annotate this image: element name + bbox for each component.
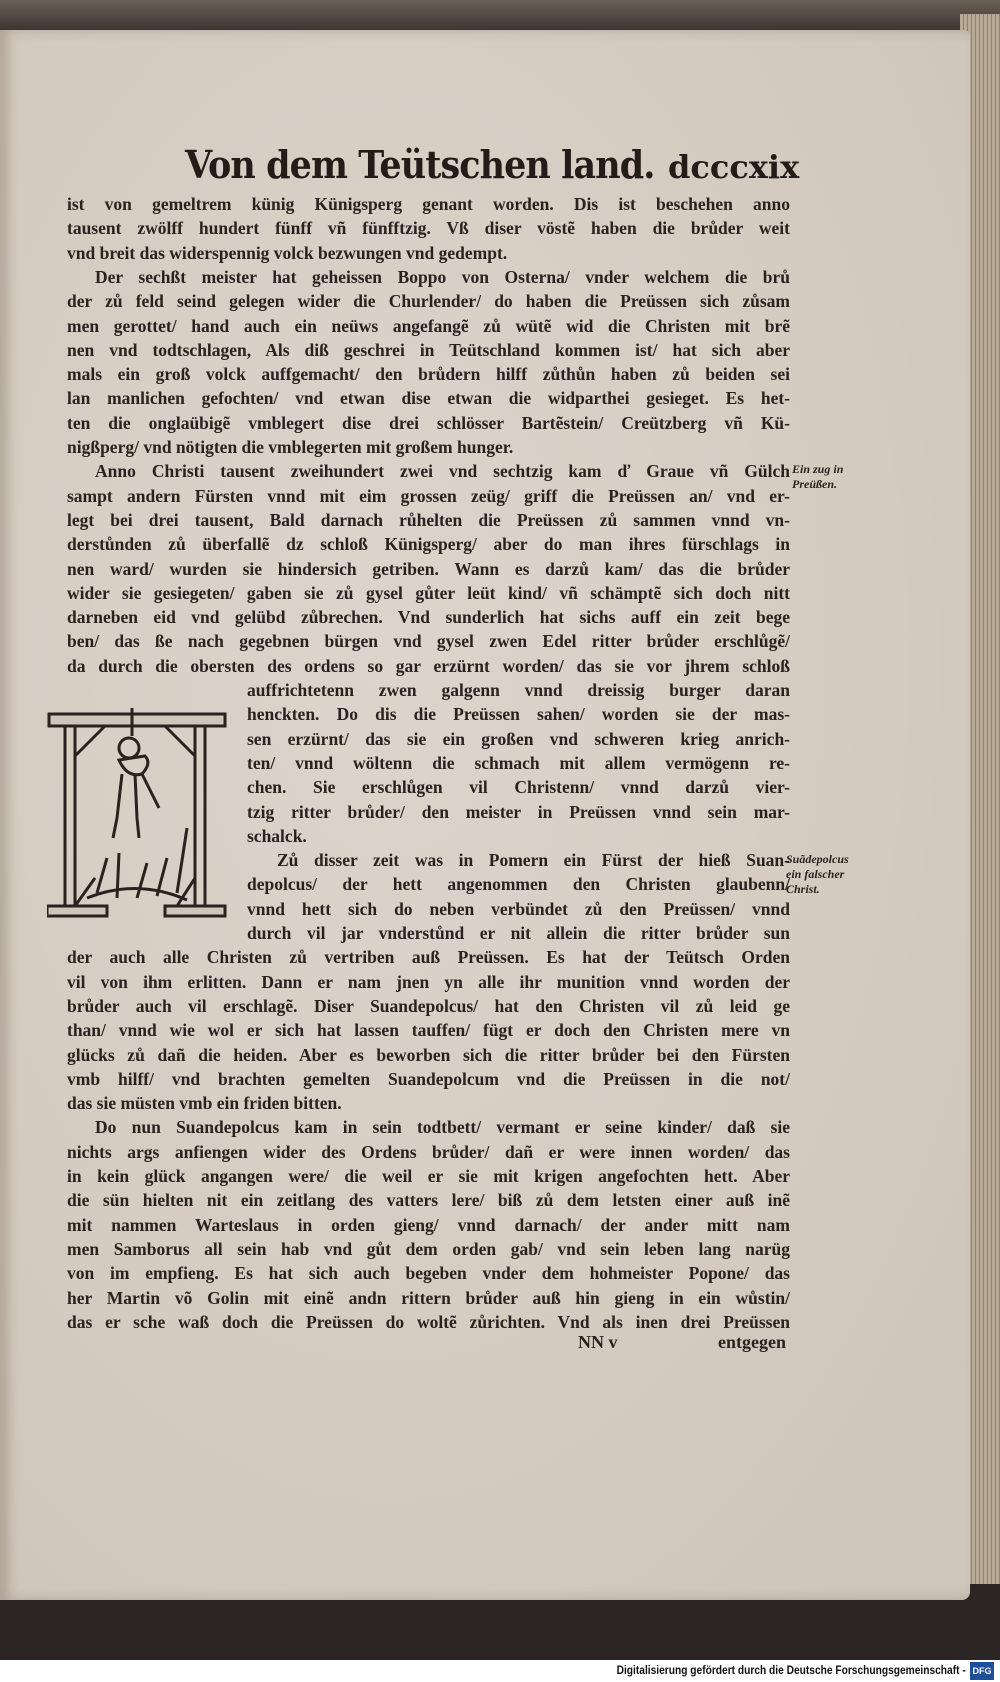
text-line: tzig ritter brůder/ den meister in Preüssen vnnd sein mar- [247,801,790,822]
text-line: vil von ihm erlitten. Dann er nam jnen yn alle ihr munition vnnd worden der [67,971,790,992]
text-line: tausent zwölff hundert fünff vñ fünfftzig. Vß diser vöstẽ haben die brůder weit [67,218,790,239]
catchword: entgegen [718,1332,786,1352]
text-line: glücks zů dañ die heiden. Aber es beworben sich die ritter brůder bei den Fürsten [67,1044,790,1065]
text-line: nichts args anfiengen wider des Ordens brůder/ dañ er were innen worden/ das [67,1141,790,1162]
margin-note-line: Ein zug in [792,462,844,476]
text-line: sen erzürnt/ das sie ein großen vnd schweren krieg anrich- [247,728,790,749]
running-title: Von dem Teütschen land. [185,142,655,187]
text-line: wider sie gesiegeten/ gaben sie zů gysel gůter leüt kind/ vñ schämptẽ sich doch nitt [67,582,790,603]
text-line: derstůnden zů überfallẽ dz schloß Künigsperg/ aber do man ihres fürschlags in [67,534,790,555]
signature-mark: NN v [578,1332,618,1352]
text-line: Do nun Suandepolcus kam in sein todtbett/ vermant er seine kinder/ daß sie [95,1117,790,1138]
margin-note-line: Suãdepolcus [786,852,849,866]
text-line: brůder auch vil erschlagẽ. Diser Suandepolcus/ hat den Christen vil zů leid ge [67,995,790,1016]
text-line: der auch alle Christen zů vertriben auß Preüssen. Es hat der Teütsch Orden [67,947,790,968]
text-line: ten die onglaübigẽ vmblegert dise drei schlösser Bartẽstein/ Creützberg vñ Kü- [67,412,790,433]
text-line: sampt andern Fürsten vnnd mit eim grossen zeüg/ griff die Preüssen an/ vnd er- [67,485,790,506]
text-line: mals ein groß volck auffgemacht/ den brůdern hilff zůthůn haben zů beiden sei [67,364,790,385]
text-line: durch vil jar vnderstůnd er nit allein die ritter brůder sun [247,923,790,943]
dfg-logo: DFG [970,1662,994,1680]
text-line: Zů disser zeit was in Pomern ein Fürst der hieß Suan- [277,850,790,871]
text-line: darneben eid vnd gelübd zůbrechen. Vnd sunderlich hat sichs auff ein zeit bege [67,607,790,628]
text-line: legt bei drei tausent, Bald darnach růhelten die Preüssen zů sammen vnnd vn- [67,509,790,530]
text-line: vmb hilff/ vnd brachten gemelten Suandepolcum vnd die Preüssen in die not/ [67,1068,790,1089]
text-line: in kein glück angangen were/ die weil er sie mit krigen angefochten hett. Aber [67,1166,790,1186]
text-line: das sie müsten vmb ein friden bitten. [67,1093,342,1114]
text-line: ten/ vnnd wöltenn die schmach mit allem vermögenn re- [247,752,790,773]
folio-number: dcccxix [668,148,800,186]
margin-note-line: ein falscher [786,867,845,881]
text-line: her Martin võ Golin mit einẽ andn rittern brůder auß hin gieng in ein wůstin/ [67,1287,790,1308]
text-line: der zů feld seind gelegen wider die Churlender/ do haben die Preüssen sich zůsam [67,291,790,312]
text-line: depolcus/ der hett angenommen den Christen glaubenn/ [247,874,790,895]
text-line: men Samborus all sein hab vnd gůt dem orden gab/ vnd sein leben lang narüg [67,1238,790,1259]
margin-note-line: Preüßen. [792,477,837,491]
text-line: von im empfieng. Es hat sich auch begeben vnder dem hohmeister Popone/ das [67,1263,790,1284]
text-line: ben/ das ße nach gegebnen bürgen vnd gysel zwen Edel ritter brůder erschlůgẽ/ [67,631,790,652]
book-top-edge [0,0,1000,32]
margin-note-suandepolcus [786,852,849,897]
text-line: men gerottet/ hand auch ein neüws angefangẽ zů wütẽ wid die Christen mit brẽ [67,315,790,336]
funding-credit: Digitalisierung gefördert durch die Deutsche Forschungsgemeinschaft - [616,1663,966,1677]
gallows-woodcut-illustration [47,708,227,922]
text-line: vnd breit das widerspennig volck bezwungen vnd gedempt. [67,242,508,263]
text-line: schalck. [247,825,307,846]
text-line: mit nammen Warteslaus in orden gieng/ vnnd darnach/ der ander mitt nam [67,1214,790,1235]
text-line: ist von gemeltrem künig Künigsperg genant worden. Dis ist beschehen anno [67,194,790,214]
text-line: Anno Christi tausent zweihundert zwei vnd sechtzig kam ď Graue vñ Gülch [95,461,790,482]
text-line: henckten. Do dis die Preüssen sahen/ worden sie der mas- [247,704,790,725]
text-line: nigßperg/ vnd nötigten die vmblegerten mit großem hunger. [67,437,514,457]
text-line: da durch die obersten des ordens so gar erzürnt worden/ das sie vor jhrem schloß [67,655,790,676]
text-line: lan manlichen gefochten/ vnd etwan dise etwan die widparthei gesieget. Es het- [67,388,790,409]
text-line: das er sche waß doch die Preüssen do woltẽ zůrichten. Vnd als inen drei Preüssen [67,1311,790,1332]
footer-bar [0,1660,1000,1682]
text-line: chen. Sie erschlůgen vil Christenn/ vnnd darzů vier- [247,777,790,798]
text-line: die sün hielten nit ein zeitlang des vatters lere/ biß zů dem letsten einer auß inẽ [67,1190,790,1211]
text-line: auffrichtetenn zwen galgenn vnnd dreissig burger daran [247,680,790,700]
margin-note-ein-zug [792,462,843,492]
text-line: nen ward/ wurden sie hindersich getriben. Wann es darzů kam/ das die brůder [67,558,790,579]
text-line: than/ vnnd wie wol er sich hat lassen tauffen/ fügt er doch den Christen mere vn [67,1020,790,1041]
margin-note-line: Christ. [786,882,820,896]
text-line: Der sechßt meister hat geheissen Boppo von Osterna/ vnder welchem die brů [95,266,790,287]
text-line: vnnd hett sich do neben verbündet zů den Preüssen/ vnnd [247,898,790,919]
text-line: nen vnd todtschlagen, Als diß geschrei in Teütschland kommen ist/ hat sich aber [67,339,790,360]
